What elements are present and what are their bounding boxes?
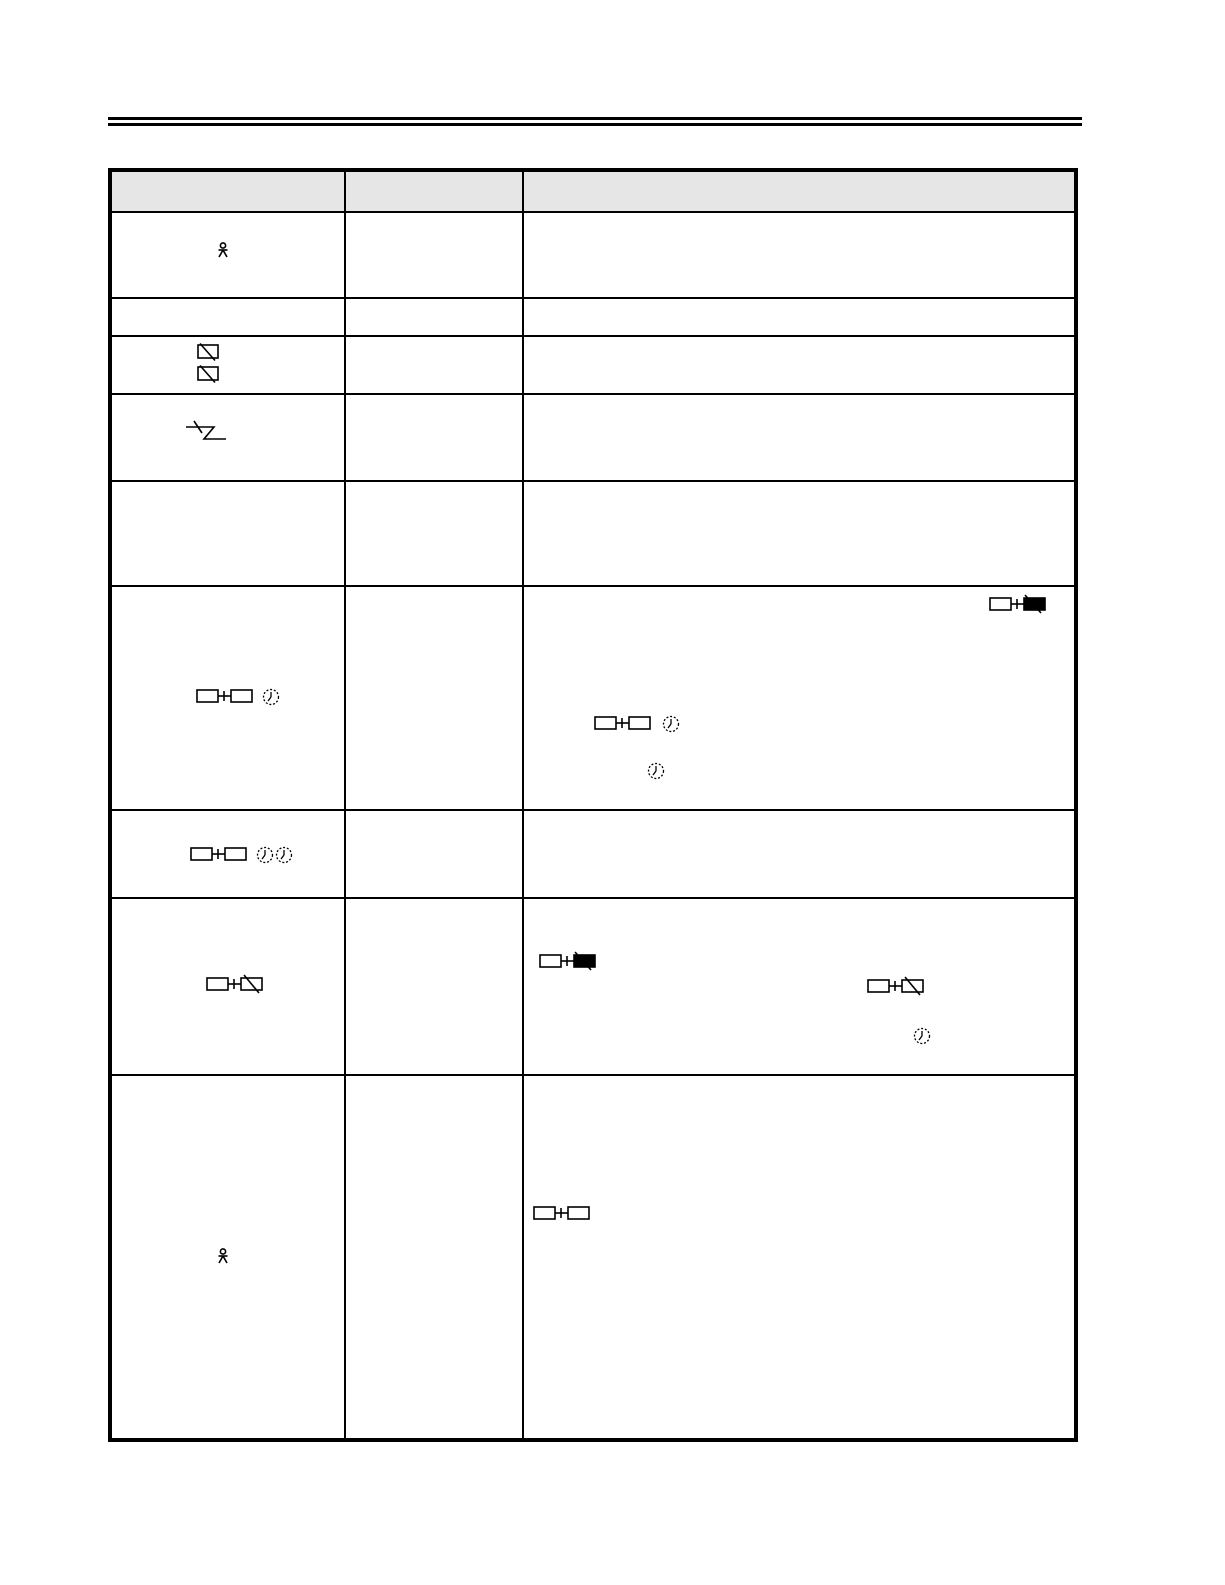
row-divider bbox=[112, 1074, 1074, 1076]
header-rule-bottom bbox=[108, 123, 1082, 126]
timer-icon bbox=[647, 762, 665, 780]
link-slash-icon bbox=[206, 975, 264, 993]
header-rule-top bbox=[108, 117, 1082, 120]
row-divider bbox=[112, 393, 1074, 395]
link-icon bbox=[533, 1206, 591, 1220]
link-filled-slash-icon bbox=[989, 595, 1047, 613]
symbol-table bbox=[108, 168, 1078, 1442]
link-slash-icon bbox=[867, 977, 925, 995]
link-icon bbox=[594, 716, 652, 730]
row-divider bbox=[112, 585, 1074, 587]
row-divider bbox=[112, 211, 1074, 213]
battery-slash-icon bbox=[196, 365, 220, 383]
link-icon bbox=[190, 847, 248, 861]
person-icon bbox=[217, 1248, 229, 1264]
table-header-row bbox=[112, 172, 1074, 212]
battery-slash-icon bbox=[196, 343, 220, 361]
timer-icon bbox=[913, 1027, 931, 1045]
row-divider bbox=[112, 297, 1074, 299]
column-divider bbox=[344, 172, 346, 1438]
timer-icon bbox=[275, 846, 293, 864]
row-divider bbox=[112, 809, 1074, 811]
column-divider bbox=[522, 172, 524, 1438]
row-divider bbox=[112, 480, 1074, 482]
timer-icon bbox=[262, 688, 280, 706]
link-filled-slash-icon bbox=[539, 952, 597, 970]
timer-icon bbox=[662, 715, 680, 733]
row-divider bbox=[112, 335, 1074, 337]
row-divider bbox=[112, 897, 1074, 899]
link-icon bbox=[196, 689, 254, 703]
timer-icon bbox=[256, 846, 274, 864]
antenna-off-icon bbox=[186, 420, 228, 442]
person-icon bbox=[217, 242, 229, 258]
